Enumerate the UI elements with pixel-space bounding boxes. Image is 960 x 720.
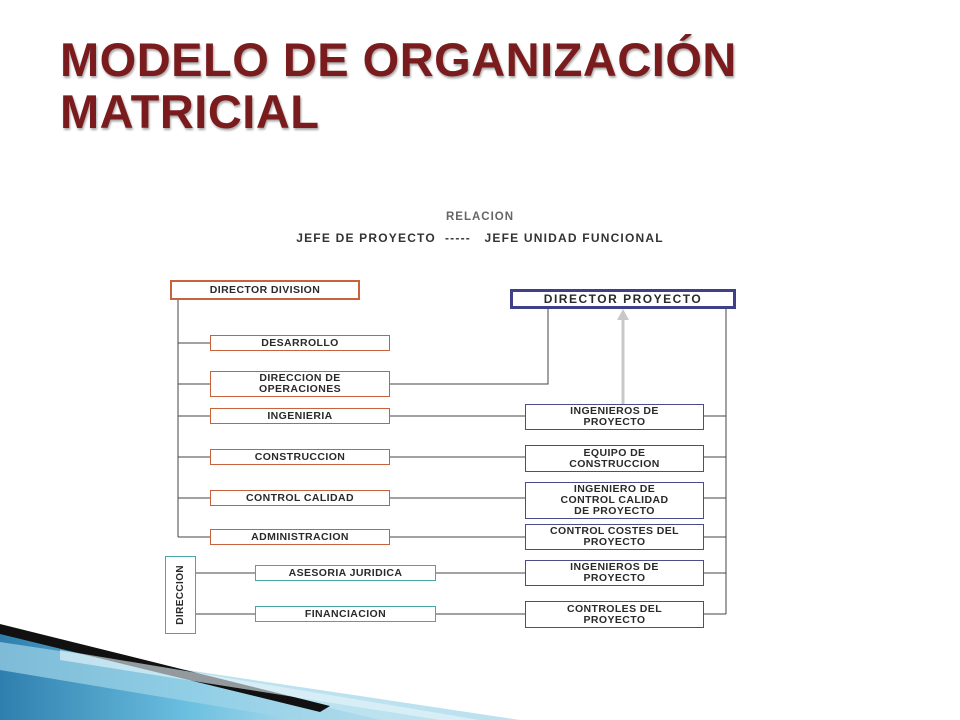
unit-asesoria-juridica-box — [255, 565, 436, 581]
project-ingenieros-2-box — [525, 560, 704, 586]
unit-direccion-operaciones-box — [210, 371, 390, 397]
direccion-label: DIRECCION — [175, 565, 186, 625]
unit-label: DESARROLLO — [261, 336, 339, 349]
unit-label: CONTROL CALIDAD — [246, 491, 354, 504]
director-proyecto-box — [510, 289, 736, 309]
unit-label: INGENIEROS DE PROYECTO — [570, 405, 659, 428]
relation-text: JEFE DE PROYECTO ----- JEFE UNIDAD FUNCIONAL — [296, 231, 664, 245]
project-control-calidad-box — [525, 482, 704, 519]
unit-label: ASESORIA JURIDICA — [288, 566, 403, 579]
unit-label: INGENIERIA — [267, 409, 333, 422]
project-ingenieros-box — [525, 404, 704, 430]
unit-financiacion-box — [255, 606, 436, 622]
relation-label: RELACION — [445, 211, 515, 223]
unit-administracion-box — [210, 529, 390, 545]
unit-construccion-box — [210, 449, 390, 465]
unit-control-calidad-box — [210, 490, 390, 506]
unit-ingenieria-box — [210, 408, 390, 424]
unit-desarrollo-box — [210, 335, 390, 351]
unit-label: FINANCIACION — [304, 607, 387, 620]
unit-label: ADMINISTRACION — [251, 530, 349, 543]
project-equipo-construccion-box — [525, 445, 704, 472]
unit-label: CONTROLES DEL PROYECTO — [566, 602, 663, 626]
project-control-costes-box — [525, 524, 704, 550]
project-controles-box — [525, 601, 704, 628]
director-division-label: DIRECTOR DIVISION — [209, 283, 321, 296]
director-proyecto-label: DIRECTOR PROYECTO — [543, 291, 703, 306]
direccion-box — [165, 556, 196, 634]
unit-label: DIRECCION DE OPERACIONES — [259, 372, 341, 395]
slide-title: MODELO DE ORGANIZACIÓN MATRICIAL — [60, 33, 737, 138]
unit-label: INGENIERO DE CONTROL CALIDAD DE PROYECTO — [560, 483, 669, 517]
unit-label: CONTROL COSTES DEL PROYECTO — [550, 525, 679, 548]
unit-label: CONSTRUCCION — [254, 450, 346, 463]
unit-label: INGENIEROS DE PROYECTO — [570, 561, 659, 584]
director-division-box — [170, 280, 360, 300]
unit-label: EQUIPO DE CONSTRUCCION — [569, 446, 660, 470]
